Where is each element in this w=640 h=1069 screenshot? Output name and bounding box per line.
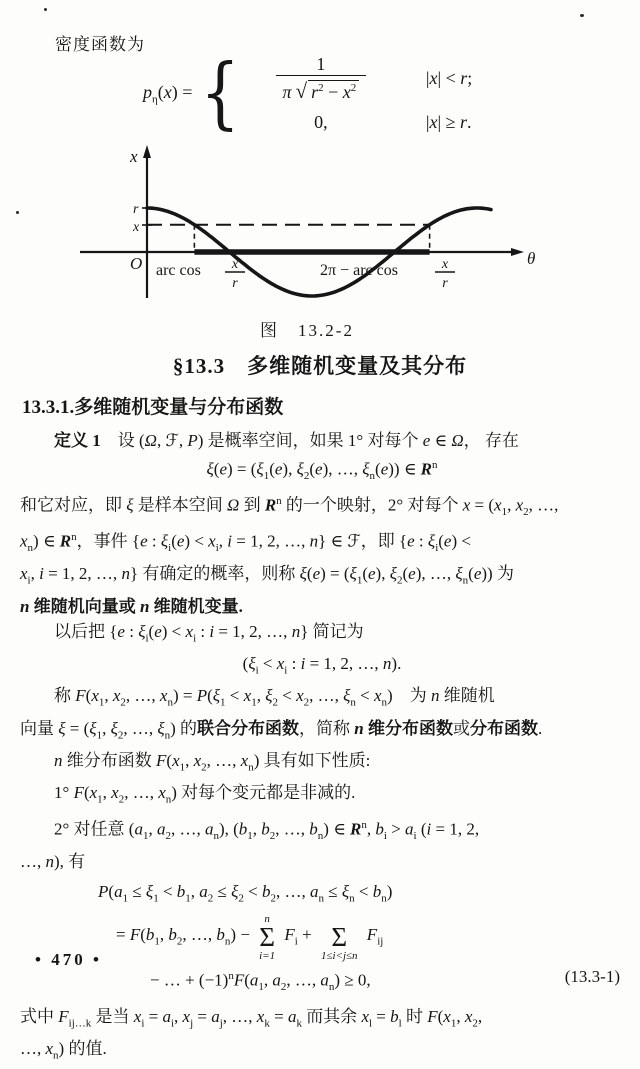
text-line: 以后把 {e : $\xi_i(e) < x_i$ : i = 1, 2, …, n} 简记为 (54, 621, 364, 644)
display-formula: $\xi(e) = (\xi_1(e)$, $\xi_2(e)$, …, $\xi_n(e)$) ∈ $R^n$ (206, 459, 438, 483)
fraction: 1 π √ $r^2 - x^2$ (276, 54, 367, 103)
scan-speck (44, 8, 47, 11)
text-line: 式中 $F_{ij\dots k}$ 是当 $x_i = a_i$, $x_j = a_j$, …, $x_k = a_k$ 而其余 $x_l = b_l$ 时 $F(x_1$, $x_2$, (20, 1007, 483, 1030)
condition-2: |x| ≥ r. (425, 111, 472, 132)
bold-term-line: n 维随机向量或 n 维随机变量. (20, 596, 243, 616)
section-heading: §13.3 多维随机变量及其分布 (172, 354, 468, 378)
text-line: …, $x_n$) 的值. (20, 1039, 107, 1062)
figure-caption: 图 13.2-2 (260, 321, 354, 340)
arccos-frac-den: r (232, 276, 238, 291)
page-lead-text: 密度函数为 (55, 35, 145, 54)
cosine-plot (72, 140, 542, 308)
x-tick-label: x (133, 220, 140, 235)
formula-cases (246, 54, 506, 133)
figure-13-2-2 (72, 140, 542, 341)
two-pi-arccos-label: 2π − arc cos (320, 262, 398, 279)
equation-line-1: $P(a_1 \le \xi_1 < b_1$, $a_2 \le \xi_2 < b_2$, …, $a_n \le \xi_n < b_n$) (98, 881, 393, 905)
text-line: …, n), 有 (20, 851, 86, 871)
case-row-2 (246, 112, 506, 133)
text-line: $x_n$) ∈ $R^n$，事件 {e : $\xi_i(e) < x_i$, i = 1, 2, …, n} ∈ ℱ，即 {e : $\xi_i(e)$ < (20, 531, 471, 555)
text-line: $x_i$, i = 1, 2, …, n} 有确定的概率，则称 $\xi(e) = (\xi_1(e)$, $\xi_2(e)$, …, $\xi_n(e)$) 为 (20, 564, 514, 587)
right-frac-den: r (442, 276, 448, 291)
origin-label: O (130, 254, 143, 273)
radical-sign: √ (295, 78, 308, 103)
arccos-frac-num: x (231, 257, 239, 272)
display-formula: ($\xi_i < x_i$ : i = 1, 2, …, n). (242, 653, 402, 677)
subsection-heading: 13.3.1.多维随机变量与分布函数 (22, 397, 284, 418)
case-brace: { (200, 47, 240, 139)
case-2-value: 0, (314, 111, 328, 132)
x-axis-arrow (143, 145, 151, 158)
property-2-line: 2° 对任意 ($a_1$, $a_2$, …, $a_n$), ($b_1$, $b_2$, …, $b_n$) ∈ $R^n$, $b_i > a_i$ (i = 1, 2, (54, 818, 480, 842)
theta-axis-label: θ (527, 249, 536, 268)
equation-number: (13.3-1) (564, 966, 620, 986)
page-number: • 470 • (35, 950, 102, 969)
arccos-label: arc cos (156, 262, 201, 279)
radicand: $r^2 - x^2$ (308, 80, 359, 103)
text-line: 和它对应，即 ξ 是样本空间 Ω 到 $R^n$ 的一个映射，2° 对每个 $x = (x_1$, $x_2$, …, (20, 495, 559, 519)
property-1-line: 1° $F(x_1$, $x_2$, …, $x_n$) 对每个变元都是非减的. (54, 783, 356, 806)
scan-speck (580, 14, 584, 17)
r-tick-label: r (133, 202, 139, 217)
equation-line-2: = $F(b_1$, $b_2$, …, $b_n$) − n Σ i=1 $F_i$ + Σ 1≤i<j≤n $F_{ij}$ (116, 913, 384, 962)
definition-line: 定义 1 设 (Ω, ℱ, P) 是概率空间，如果 1° 对每个 e ∈ Ω， 存在 (54, 431, 519, 450)
formula-lhs: $p_\eta(x)$ = (143, 81, 193, 106)
condition-1: |x| < r; (425, 67, 473, 88)
text-line: 称 $F(x_1$, $x_2$, …, $x_n) = P(\xi_1 < x_1$, $\xi_2 < x_2$, …, $\xi_n < x_n$) 为 n 维随机 (54, 686, 495, 709)
right-frac-num: x (441, 257, 449, 272)
theta-axis-arrow (511, 248, 524, 256)
text-line: 向量 $\xi = (\xi_1$, $\xi_2$, …, $\xi_n$) 的联合分布函数，简称 n 维分布函数或分布函数. (20, 718, 543, 742)
scan-speck (16, 211, 19, 214)
case-row-1 (246, 54, 506, 103)
text-line: n 维分布函数 $F(x_1$, $x_2$, …, $x_n$) 具有如下性质: (54, 751, 371, 774)
y-axis-label: x (130, 147, 138, 166)
body-text (20, 428, 624, 1069)
equation-line-3: − … + $(-1)^nF(a_1$, $a_2$, …, $a_n) \ge 0$, (13.3-1) (20, 964, 624, 1000)
density-formula (143, 47, 506, 139)
